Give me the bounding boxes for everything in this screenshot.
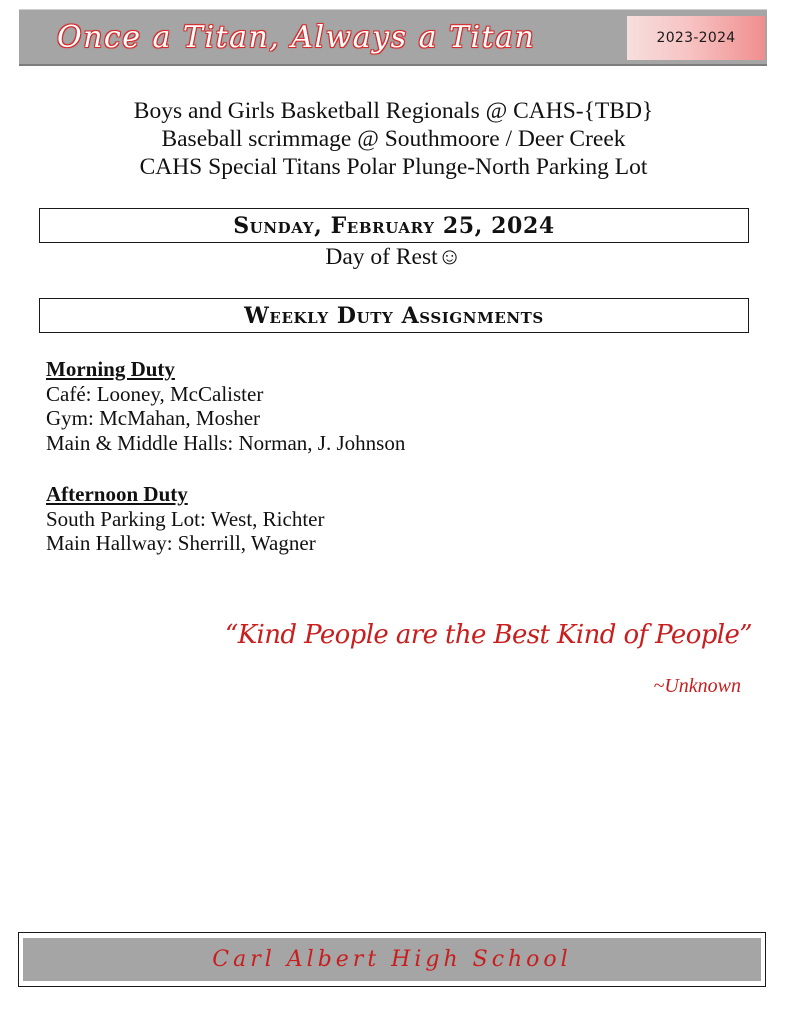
quote-text: “Kind People are the Best Kind of People” — [225, 620, 752, 650]
morning-duty-section — [46, 357, 405, 455]
event-line: Baseball scrimmage @ Southmoore / Deer Creek — [161, 126, 626, 152]
footer-school-name: Carl Albert High School — [212, 947, 572, 972]
weekly-duty-heading: Weekly Duty Assignments — [39, 298, 749, 333]
header-banner — [19, 9, 767, 66]
afternoon-duty-section — [46, 482, 325, 556]
header-title: Once a Titan, Always a Titan — [57, 20, 536, 55]
year-badge: 2023-2024 — [627, 16, 765, 60]
footer-banner — [18, 932, 766, 987]
event-line: Boys and Girls Basketball Regionals @ CAHS-{TBD} — [133, 98, 654, 124]
morning-duty-title: Morning Duty — [46, 357, 175, 381]
duty-assignment: Main & Middle Halls: Norman, J. Johnson — [46, 430, 406, 455]
event-list — [0, 97, 787, 181]
duty-assignment: Gym: McMahan, Mosher — [46, 406, 261, 430]
duty-assignment: Main Hallway: Sherrill, Wagner — [46, 531, 316, 555]
day-note: Day of Rest☺ — [325, 244, 462, 270]
duty-assignment: Café: Looney, McCalister — [46, 381, 264, 406]
event-line: CAHS Special Titans Polar Plunge-North Parking Lot — [139, 154, 648, 180]
duty-assignment: South Parking Lot: West, Richter — [46, 506, 325, 531]
afternoon-duty-title: Afternoon Duty — [46, 482, 188, 506]
quote-attribution: ~Unknown — [653, 675, 741, 697]
date-heading: Sunday, February 25, 2024 — [39, 208, 749, 243]
footer-bar — [23, 938, 761, 981]
